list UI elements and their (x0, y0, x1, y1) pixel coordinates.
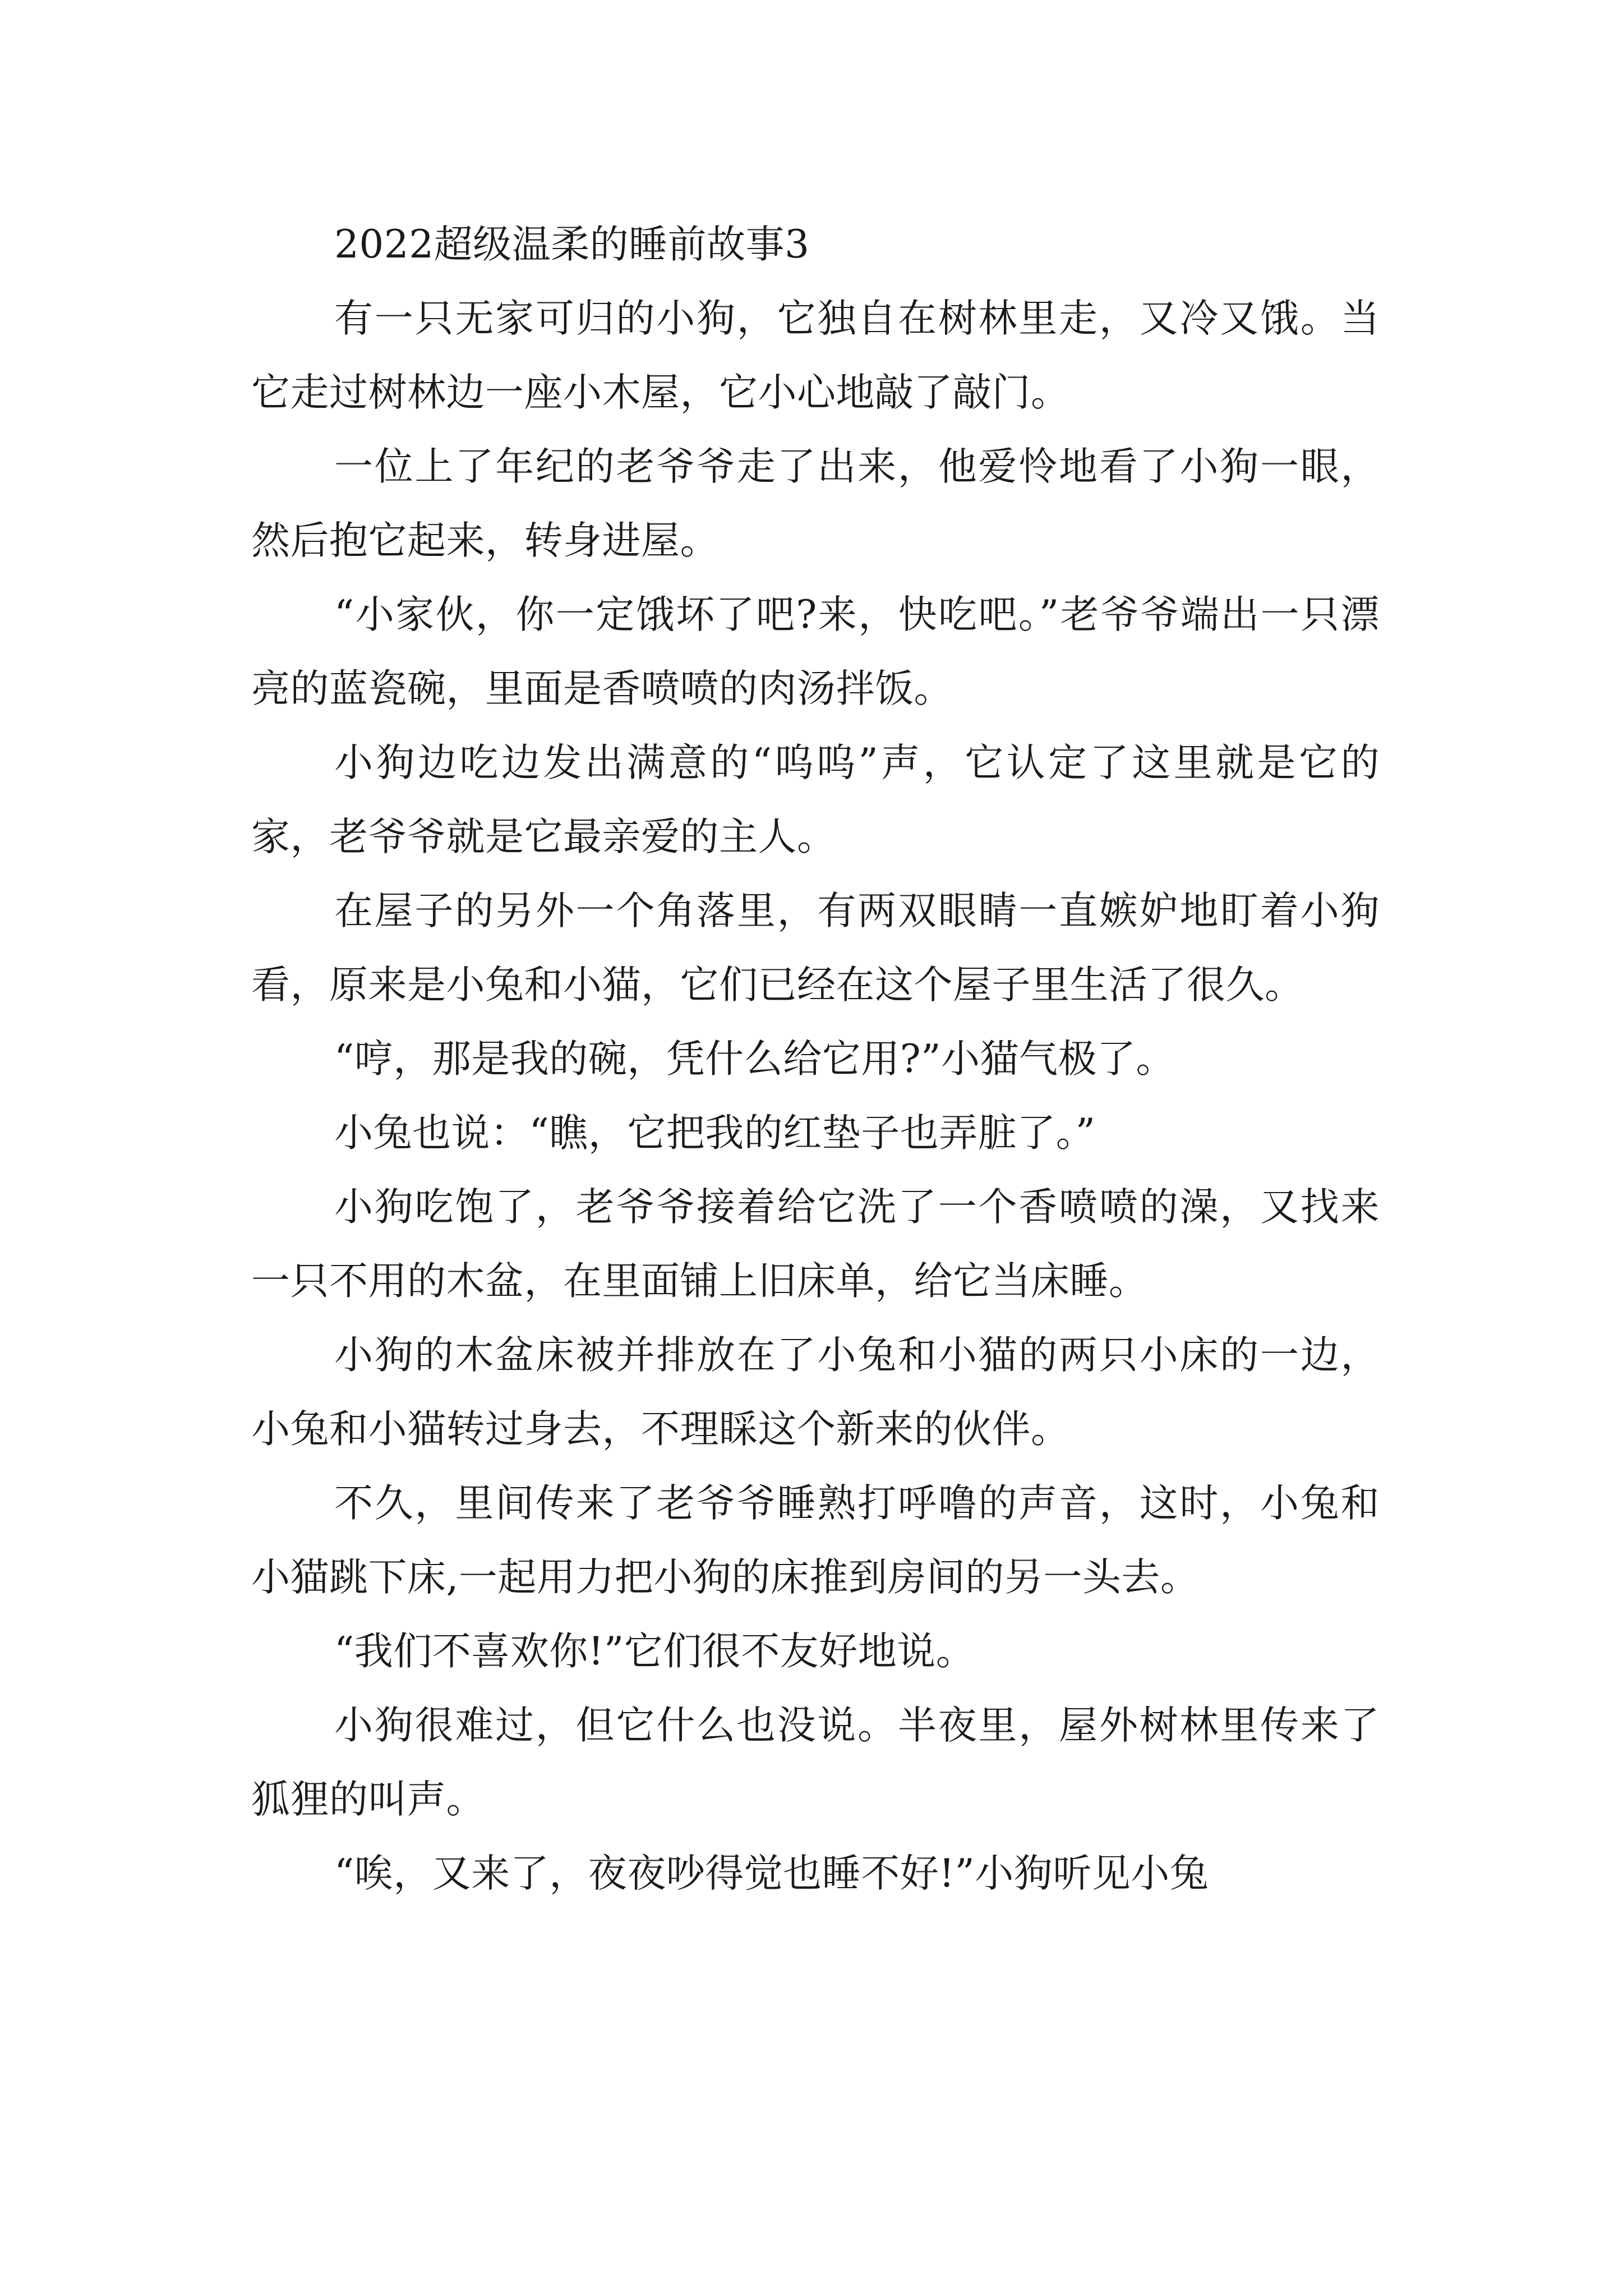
paragraph-12: 小狗很难过，但它什么也没说。半夜里，屋外树林里传来了狐狸的叫声。 (251, 1703, 1380, 1822)
paragraph-4: 小狗边吃边发出满意的“呜呜”声，它认定了这里就是它的家，老爷爷就是它最亲爱的主人。 (251, 740, 1380, 859)
paragraph-10: 不久，里间传来了老爷爷睡熟打呼噜的声音，这时，小兔和小猫跳下床,一起用力把小狗的床推到房间的另一头去。 (251, 1481, 1380, 1600)
document-page (251, 208, 1380, 1911)
paragraph-13: “唉，又来了，夜夜吵得觉也睡不好!”小狗听见小兔 (334, 1851, 1209, 1896)
paragraph-2: 一位上了年纪的老爷爷走了出来，他爱怜地看了小狗一眼，然后抱它起来，转身进屋。 (251, 444, 1380, 563)
paragraph-11: “我们不喜欢你!”它们很不友好地说。 (334, 1629, 975, 1674)
paragraph-3: “小家伙，你一定饿坏了吧?来，快吃吧。”老爷爷端出一只漂亮的蓝瓷碗，里面是香喷喷的肉汤拌饭。 (251, 592, 1380, 711)
paragraph-5: 在屋子的另外一个角落里，有两双眼睛一直嫉妒地盯着小狗看，原来是小兔和小猫，它们已经在这个屋子里生活了很久。 (251, 889, 1380, 1007)
document-title: 2022超级温柔的睡前故事3 (334, 222, 810, 267)
paragraph-7: 小兔也说：“瞧，它把我的红垫子也弄脏了。” (334, 1111, 1096, 1156)
paragraph-9: 小狗的木盆床被并排放在了小兔和小猫的两只小床的一边，小兔和小猫转过身去，不理睬这个新来的伙伴。 (251, 1333, 1380, 1452)
paragraph-1: 有一只无家可归的小狗，它独自在树林里走，又冷又饿。当它走过树林边一座小木屋，它小心地敲了敲门。 (251, 296, 1380, 415)
paragraph-6: “哼，那是我的碗，凭什么给它用?”小猫气极了。 (334, 1037, 1175, 1082)
paragraph-8: 小狗吃饱了，老爷爷接着给它洗了一个香喷喷的澡，又找来一只不用的木盆，在里面铺上旧床单，给它当床睡。 (251, 1185, 1380, 1304)
